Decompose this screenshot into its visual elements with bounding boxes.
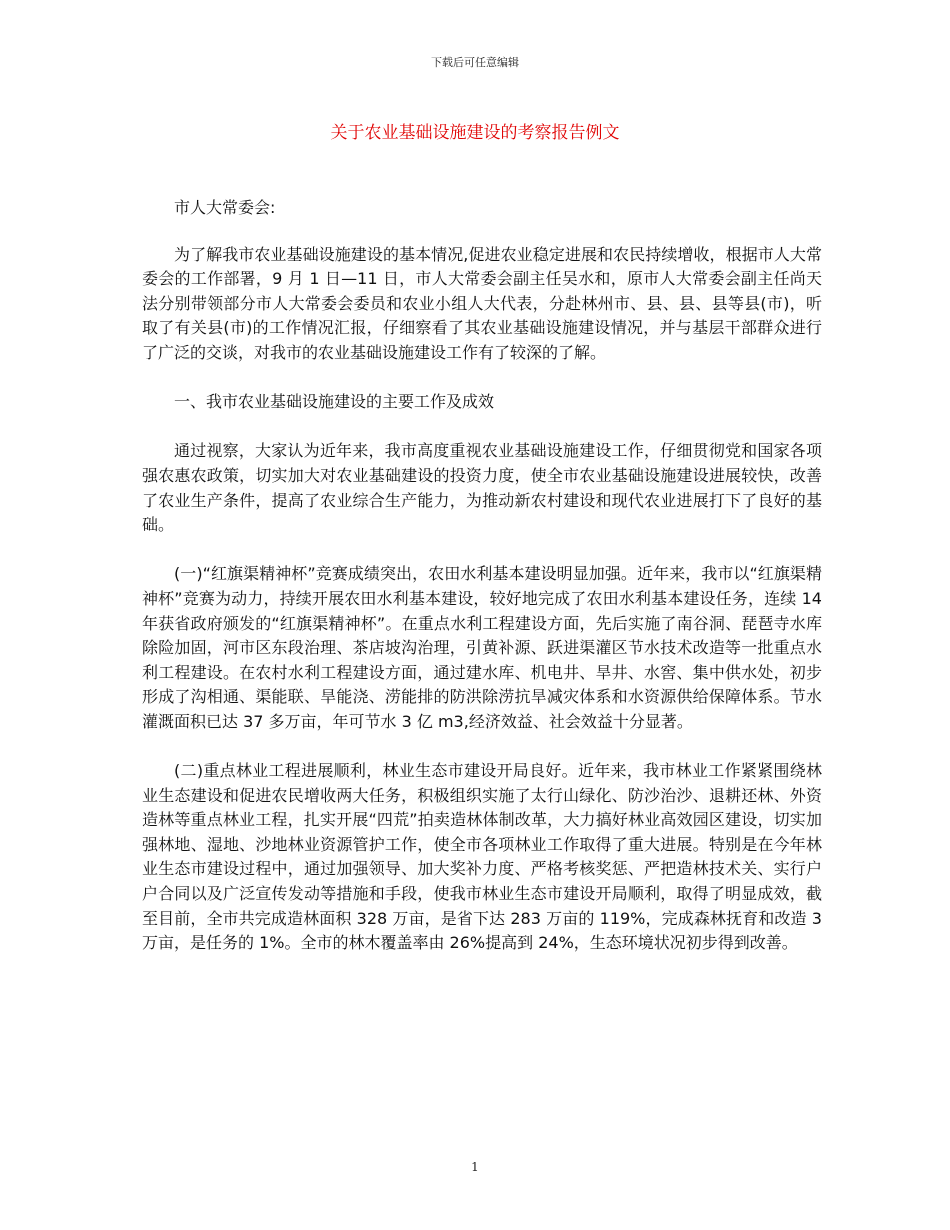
document-body — [142, 196, 822, 980]
header-note: 下载后可任意编辑 — [431, 56, 519, 69]
section-heading: 一、我市农业基础设施建设的主要工作及成效 — [174, 392, 495, 412]
paragraph-intro: 为了解我市农业基础设施建设的基本情况,促进农业稳定进展和农民持续增收，根据市人大常委会的工作部署，9 月 1 日—11 日，市人大常委会副主任吴水和，原市人大常委会副主任尚天法分别带领部分市人大常委会委员和农业小组人大代表，分赴林州市、县、县、县等县(市)，听取了有关县(市)的工作情况汇报，仔细察看了其农业基础设施建设情况，并与基层干部群众进行了广泛的交谈，对我市的农业基础设施建设工作有了较深的了解。 — [142, 244, 822, 362]
salutation: 市人大常委会: — [174, 198, 276, 217]
paragraph-forestry: (二)重点林业工程进展顺利，林业生态市建设开局良好。近年来，我市林业工作紧紧围绕林业生态建设和促进农民增收两大任务，积极组织实施了太行山绿化、防沙治沙、退耕还林、外资造林等重点林业工程，扎实开展“四荒”拍卖造林体制改革，大力搞好林业高效园区建设，切实加强林地、湿地、沙地林业资源管护工作，使全市各项林业工作取得了重大进展。特别是在今年林业生态市建设过程中，通过加强领导、加大奖补力度、严格考核奖惩、严把造林技术关、实行户户合同以及广泛宣传发动等措施和手段，使我市林业生态市建设开局顺利，取得了明显成效，截至目前，全市共完成造林面积 328 万亩，是省下达 283 万亩的 119%，完成森林抚育和改造 3 万亩，是任务的 1%。全市的林木覆盖率由 26%提高到 24%，生态环境状况初步得到改善。 — [142, 761, 822, 953]
paragraph-overview: 通过视察，大家认为近年来，我市高度重视农业基础设施建设工作，仔细贯彻党和国家各项强农惠农政策，切实加大对农业基础建设的投资力度，使全市农业基础设施建设进展较快，改善了农业生产条件，提高了农业综合生产能力，为推动新农村建设和现代农业进展打下了良好的基础。 — [142, 441, 822, 535]
page-number: 1 — [471, 1160, 479, 1174]
document-title: 关于农业基础设施建设的考察报告例文 — [330, 123, 620, 143]
paragraph-water-conservancy: (一)“红旗渠精神杯”竞赛成绩突出，农田水利基本建设明显加强。近年来，我市以“红旗渠精神杯”竞赛为动力，持续开展农田水利基本建设，较好地完成了农田水利基本建设任务，连续 14 年获省政府颁发的“红旗渠精神杯”。在重点水利工程建设方面，先后实施了南谷洞、琵琶寺水库除险加固，河市区东段治理、茶店坡沟治理，引黄补源、跃进渠灌区节水技术改造等一批重点水利工程建设。在农村水利工程建设方面，通过建水库、机电井、旱井、水窖、集中供水处，初步形成了沟相通、渠能联、旱能浇、涝能排的防洪除涝抗旱减灾体系和水资源供给保障体系。节水灌溉面积已达 37 多万亩，年可节水 3 亿 m3,经济效益、社会效益十分显著。 — [142, 564, 822, 731]
